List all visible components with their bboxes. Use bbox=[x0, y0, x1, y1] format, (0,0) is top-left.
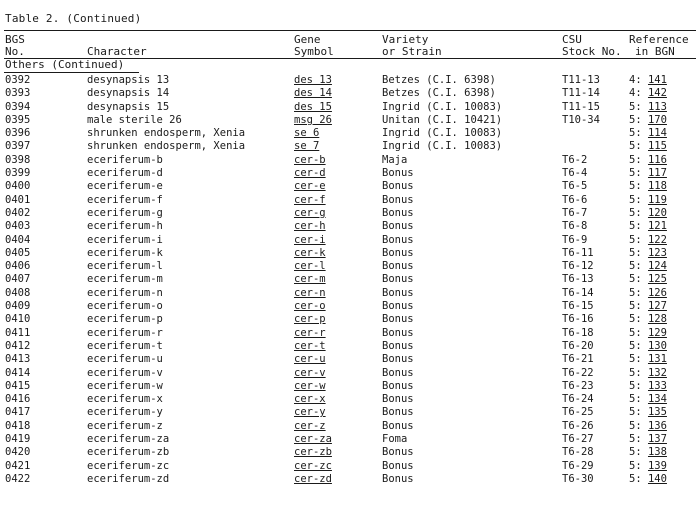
header-csu-line2: Stock No. bbox=[562, 45, 622, 58]
variety-strain: Unitan (C.I. 10421) bbox=[382, 113, 503, 126]
table-row bbox=[0, 207, 700, 220]
csu-stock-number: T6-5 bbox=[562, 180, 588, 193]
character: shrunken endosperm, Xenia bbox=[87, 140, 246, 153]
reference-bgn bbox=[629, 140, 667, 153]
character: eceriferum-o bbox=[87, 300, 163, 313]
table-row bbox=[0, 180, 700, 193]
gene-symbol: cer-n bbox=[294, 286, 326, 299]
reference-page: 116 bbox=[647, 153, 667, 166]
character: eceriferum-d bbox=[87, 167, 163, 180]
header-gene-symbol bbox=[294, 34, 334, 58]
reference-volume: 5: bbox=[629, 393, 642, 406]
character: eceriferum-u bbox=[87, 353, 163, 366]
gene-symbol: cer-z bbox=[294, 419, 326, 432]
csu-stock-number: T11-13 bbox=[562, 74, 600, 86]
reference-page: 128 bbox=[647, 313, 667, 326]
csu-stock-number: T11-15 bbox=[562, 100, 600, 113]
character: eceriferum-l bbox=[87, 260, 163, 273]
variety-strain: Bonus bbox=[382, 326, 414, 339]
variety-strain: Bonus bbox=[382, 220, 414, 233]
table-row bbox=[0, 167, 700, 180]
variety-strain: Bonus bbox=[382, 353, 414, 366]
reference-page: 170 bbox=[647, 113, 667, 126]
gene-symbol: cer-l bbox=[294, 260, 326, 273]
variety-strain: Bonus bbox=[382, 313, 414, 326]
bgs-number: 0422 bbox=[5, 472, 31, 485]
reference-volume: 5: bbox=[629, 180, 642, 193]
variety-strain: Bonus bbox=[382, 393, 414, 406]
gene-symbol: msg 26 bbox=[294, 113, 332, 126]
bgs-number: 0397 bbox=[5, 140, 31, 153]
gene-symbol: des 14 bbox=[294, 87, 332, 100]
gene-symbol: cer-m bbox=[294, 273, 326, 286]
bgs-number: 0417 bbox=[5, 406, 31, 419]
character: eceriferum-zc bbox=[87, 459, 170, 472]
reference-page: 120 bbox=[647, 206, 667, 219]
reference-bgn bbox=[629, 433, 667, 446]
table-row bbox=[0, 460, 700, 473]
character: eceriferum-zd bbox=[87, 472, 170, 485]
csu-stock-number: T6-13 bbox=[562, 273, 594, 286]
reference-page: 129 bbox=[647, 326, 667, 339]
table-row bbox=[0, 406, 700, 419]
variety-strain: Bonus bbox=[382, 379, 414, 392]
table-row bbox=[0, 101, 700, 114]
csu-stock-number: T6-28 bbox=[562, 446, 594, 459]
gene-symbol: cer-p bbox=[294, 313, 326, 326]
gene-symbol: cer-x bbox=[294, 393, 326, 406]
bgs-number: 0418 bbox=[5, 419, 31, 432]
reference-bgn bbox=[629, 446, 667, 459]
csu-stock-number: T6-25 bbox=[562, 406, 594, 419]
variety-strain: Bonus bbox=[382, 286, 414, 299]
reference-bgn bbox=[629, 194, 667, 207]
bgs-number: 0395 bbox=[5, 113, 31, 126]
reference-volume: 5: bbox=[629, 167, 642, 180]
header-character: Character bbox=[87, 45, 147, 58]
csu-stock-number: T6-15 bbox=[562, 300, 594, 313]
character: desynapsis 14 bbox=[87, 87, 170, 100]
header-bgs-no bbox=[5, 34, 25, 58]
bgs-number: 0405 bbox=[5, 246, 31, 259]
reference-bgn bbox=[629, 300, 667, 313]
bgs-number: 0406 bbox=[5, 260, 31, 273]
csu-stock-number: T6-30 bbox=[562, 472, 594, 485]
section-label: Others (Continued) bbox=[5, 58, 125, 71]
table-row bbox=[0, 380, 700, 393]
header-ref-line1: Reference bbox=[629, 33, 689, 46]
reference-volume: 5: bbox=[629, 100, 642, 113]
character: eceriferum-t bbox=[87, 339, 163, 352]
reference-volume: 5: bbox=[629, 366, 642, 379]
gene-symbol: se 6 bbox=[294, 127, 320, 140]
csu-stock-number: T6-4 bbox=[562, 167, 588, 180]
reference-volume: 4: bbox=[629, 87, 642, 100]
csu-stock-number: T6-23 bbox=[562, 379, 594, 392]
bgs-number: 0396 bbox=[5, 127, 31, 140]
reference-volume: 4: bbox=[629, 74, 642, 86]
gene-symbol: cer-d bbox=[294, 167, 326, 180]
bgs-number: 0421 bbox=[5, 459, 31, 472]
gene-symbol: cer-zd bbox=[294, 472, 332, 485]
reference-bgn bbox=[629, 473, 667, 486]
table-row bbox=[0, 247, 700, 260]
header-variety bbox=[382, 34, 442, 58]
variety-strain: Bonus bbox=[382, 193, 414, 206]
table-row bbox=[0, 353, 700, 366]
reference-volume: 5: bbox=[629, 260, 642, 273]
reference-page: 123 bbox=[647, 246, 667, 259]
bgs-number: 0416 bbox=[5, 393, 31, 406]
reference-page: 142 bbox=[647, 87, 667, 100]
header-bgs-line1: BGS bbox=[5, 33, 25, 46]
header-gene-line1: Gene bbox=[294, 33, 321, 46]
reference-volume: 5: bbox=[629, 140, 642, 153]
reference-bgn bbox=[629, 313, 667, 326]
bgs-number: 0394 bbox=[5, 100, 31, 113]
reference-page: 130 bbox=[647, 339, 667, 352]
bgs-number: 0402 bbox=[5, 206, 31, 219]
character: eceriferum-w bbox=[87, 379, 163, 392]
reference-volume: 5: bbox=[629, 113, 642, 126]
variety-strain: Bonus bbox=[382, 273, 414, 286]
character: eceriferum-k bbox=[87, 246, 163, 259]
reference-volume: 5: bbox=[629, 379, 642, 392]
reference-page: 114 bbox=[647, 127, 667, 140]
gene-symbol: cer-b bbox=[294, 153, 326, 166]
gene-symbol: cer-e bbox=[294, 180, 326, 193]
reference-volume: 5: bbox=[629, 433, 642, 446]
reference-page: 126 bbox=[647, 286, 667, 299]
csu-stock-number: T10-34 bbox=[562, 113, 600, 126]
reference-volume: 5: bbox=[629, 339, 642, 352]
reference-volume: 5: bbox=[629, 286, 642, 299]
reference-bgn bbox=[629, 127, 667, 140]
gene-symbol: cer-zb bbox=[294, 446, 332, 459]
table-row bbox=[0, 114, 700, 127]
reference-page: 121 bbox=[647, 220, 667, 233]
table-row bbox=[0, 327, 700, 340]
character: eceriferum-p bbox=[87, 313, 163, 326]
reference-volume: 5: bbox=[629, 446, 642, 459]
header-csu-stock bbox=[562, 34, 622, 58]
variety-strain: Betzes (C.I. 6398) bbox=[382, 74, 496, 86]
csu-stock-number: T11-14 bbox=[562, 87, 600, 100]
table-row bbox=[0, 340, 700, 353]
reference-bgn bbox=[629, 87, 667, 100]
character: eceriferum-n bbox=[87, 286, 163, 299]
header-gene-line2: Symbol bbox=[294, 45, 334, 58]
bgs-number: 0419 bbox=[5, 433, 31, 446]
gene-symbol: se 7 bbox=[294, 140, 320, 153]
table-row bbox=[0, 140, 700, 153]
gene-symbol: cer-za bbox=[294, 433, 332, 446]
character: eceriferum-m bbox=[87, 273, 163, 286]
reference-bgn bbox=[629, 180, 667, 193]
csu-stock-number: T6-21 bbox=[562, 353, 594, 366]
reference-volume: 5: bbox=[629, 220, 642, 233]
character: eceriferum-za bbox=[87, 433, 170, 446]
reference-volume: 5: bbox=[629, 472, 642, 485]
reference-page: 131 bbox=[647, 353, 667, 366]
reference-page: 134 bbox=[647, 393, 667, 406]
csu-stock-number: T6-11 bbox=[562, 246, 594, 259]
character: male sterile 26 bbox=[87, 113, 182, 126]
reference-bgn bbox=[629, 114, 667, 127]
csu-stock-number: T6-29 bbox=[562, 459, 594, 472]
reference-page: 118 bbox=[647, 180, 667, 193]
table-row bbox=[0, 154, 700, 167]
reference-volume: 5: bbox=[629, 193, 642, 206]
reference-bgn bbox=[629, 154, 667, 167]
gene-symbol: cer-w bbox=[294, 379, 326, 392]
gene-symbol: cer-i bbox=[294, 233, 326, 246]
reference-page: 135 bbox=[647, 406, 667, 419]
reference-bgn bbox=[629, 74, 667, 87]
bgs-number: 0420 bbox=[5, 446, 31, 459]
character: eceriferum-b bbox=[87, 153, 163, 166]
variety-strain: Bonus bbox=[382, 233, 414, 246]
table-row bbox=[0, 87, 700, 100]
gene-symbol: cer-u bbox=[294, 353, 326, 366]
csu-stock-number: T6-6 bbox=[562, 193, 588, 206]
header-csu-line1: CSU bbox=[562, 33, 582, 46]
reference-page: 117 bbox=[647, 167, 667, 180]
csu-stock-number: T6-18 bbox=[562, 326, 594, 339]
reference-page: 136 bbox=[647, 419, 667, 432]
variety-strain: Bonus bbox=[382, 419, 414, 432]
gene-symbol: cer-h bbox=[294, 220, 326, 233]
bgs-number: 0415 bbox=[5, 379, 31, 392]
reference-volume: 5: bbox=[629, 153, 642, 166]
bgs-number: 0414 bbox=[5, 366, 31, 379]
variety-strain: Bonus bbox=[382, 339, 414, 352]
reference-bgn bbox=[629, 207, 667, 220]
reference-page: 141 bbox=[647, 74, 667, 86]
csu-stock-number: T6-8 bbox=[562, 220, 588, 233]
csu-stock-number: T6-22 bbox=[562, 366, 594, 379]
reference-page: 119 bbox=[647, 193, 667, 206]
gene-symbol: cer-y bbox=[294, 406, 326, 419]
reference-bgn bbox=[629, 420, 667, 433]
character: eceriferum-y bbox=[87, 406, 163, 419]
character: eceriferum-e bbox=[87, 180, 163, 193]
table-row bbox=[0, 313, 700, 326]
csu-stock-number: T6-12 bbox=[562, 260, 594, 273]
section-underline bbox=[4, 72, 139, 73]
bgs-number: 0393 bbox=[5, 87, 31, 100]
character: eceriferum-i bbox=[87, 233, 163, 246]
bgs-number: 0409 bbox=[5, 300, 31, 313]
gene-symbol: cer-g bbox=[294, 206, 326, 219]
bgs-number: 0407 bbox=[5, 273, 31, 286]
reference-bgn bbox=[629, 101, 667, 114]
character: eceriferum-zb bbox=[87, 446, 170, 459]
reference-page: 133 bbox=[647, 379, 667, 392]
table-row bbox=[0, 420, 700, 433]
gene-symbol: des 13 bbox=[294, 74, 332, 86]
reference-volume: 5: bbox=[629, 419, 642, 432]
bgs-number: 0398 bbox=[5, 153, 31, 166]
reference-bgn bbox=[629, 247, 667, 260]
bgs-number: 0392 bbox=[5, 74, 31, 86]
character: eceriferum-h bbox=[87, 220, 163, 233]
gene-symbol: cer-r bbox=[294, 326, 326, 339]
variety-strain: Betzes (C.I. 6398) bbox=[382, 87, 496, 100]
reference-volume: 5: bbox=[629, 326, 642, 339]
variety-strain: Bonus bbox=[382, 206, 414, 219]
reference-bgn bbox=[629, 460, 667, 473]
table-row bbox=[0, 446, 700, 459]
header-ref-line2: in BGN bbox=[635, 45, 675, 58]
header-top-rule bbox=[4, 30, 696, 31]
reference-page: 132 bbox=[647, 366, 667, 379]
header-reference bbox=[629, 34, 689, 58]
reference-bgn bbox=[629, 220, 667, 233]
reference-bgn bbox=[629, 380, 667, 393]
table-row bbox=[0, 220, 700, 233]
variety-strain: Bonus bbox=[382, 446, 414, 459]
bgs-number: 0408 bbox=[5, 286, 31, 299]
csu-stock-number: T6-24 bbox=[562, 393, 594, 406]
reference-volume: 5: bbox=[629, 406, 642, 419]
table-row bbox=[0, 473, 700, 486]
reference-bgn bbox=[629, 287, 667, 300]
gene-symbol: cer-t bbox=[294, 339, 326, 352]
reference-bgn bbox=[629, 234, 667, 247]
gene-symbol: cer-k bbox=[294, 246, 326, 259]
character: eceriferum-x bbox=[87, 393, 163, 406]
character: eceriferum-z bbox=[87, 419, 163, 432]
reference-volume: 5: bbox=[629, 246, 642, 259]
variety-strain: Ingrid (C.I. 10083) bbox=[382, 100, 503, 113]
csu-stock-number: T6-27 bbox=[562, 433, 594, 446]
reference-bgn bbox=[629, 406, 667, 419]
csu-stock-number: T6-2 bbox=[562, 153, 588, 166]
csu-stock-number: T6-14 bbox=[562, 286, 594, 299]
gene-symbol: des 15 bbox=[294, 100, 332, 113]
table-row bbox=[0, 287, 700, 300]
bgs-number: 0413 bbox=[5, 353, 31, 366]
character: eceriferum-f bbox=[87, 193, 163, 206]
variety-strain: Bonus bbox=[382, 260, 414, 273]
reference-volume: 5: bbox=[629, 353, 642, 366]
reference-volume: 5: bbox=[629, 233, 642, 246]
csu-stock-number: T6-7 bbox=[562, 206, 588, 219]
variety-strain: Bonus bbox=[382, 406, 414, 419]
gene-symbol: cer-o bbox=[294, 300, 326, 313]
reference-page: 122 bbox=[647, 233, 667, 246]
variety-strain: Maja bbox=[382, 153, 408, 166]
reference-page: 113 bbox=[647, 100, 667, 113]
variety-strain: Bonus bbox=[382, 167, 414, 180]
bgs-number: 0399 bbox=[5, 167, 31, 180]
table-row bbox=[0, 300, 700, 313]
reference-bgn bbox=[629, 327, 667, 340]
variety-strain: Bonus bbox=[382, 246, 414, 259]
bgs-number: 0400 bbox=[5, 180, 31, 193]
table-row bbox=[0, 367, 700, 380]
reference-bgn bbox=[629, 340, 667, 353]
reference-page: 124 bbox=[647, 260, 667, 273]
reference-volume: 5: bbox=[629, 273, 642, 286]
header-bgs-line2: No. bbox=[5, 45, 25, 58]
reference-bgn bbox=[629, 260, 667, 273]
table-row bbox=[0, 273, 700, 286]
csu-stock-number: T6-20 bbox=[562, 339, 594, 352]
csu-stock-number: T6-26 bbox=[562, 419, 594, 432]
bgs-number: 0411 bbox=[5, 326, 31, 339]
character: shrunken endosperm, Xenia bbox=[87, 127, 246, 140]
variety-strain: Ingrid (C.I. 10083) bbox=[382, 127, 503, 140]
bgs-number: 0410 bbox=[5, 313, 31, 326]
table-row bbox=[0, 433, 700, 446]
gene-symbol: cer-v bbox=[294, 366, 326, 379]
reference-page: 139 bbox=[647, 459, 667, 472]
reference-page: 137 bbox=[647, 433, 667, 446]
table-title: Table 2. (Continued) bbox=[5, 12, 142, 25]
reference-volume: 5: bbox=[629, 459, 642, 472]
table-row bbox=[0, 393, 700, 406]
table-row bbox=[0, 74, 700, 87]
reference-page: 140 bbox=[647, 472, 667, 485]
reference-bgn bbox=[629, 367, 667, 380]
reference-bgn bbox=[629, 353, 667, 366]
bgs-number: 0412 bbox=[5, 339, 31, 352]
reference-page: 125 bbox=[647, 273, 667, 286]
bgs-number: 0401 bbox=[5, 193, 31, 206]
variety-strain: Bonus bbox=[382, 366, 414, 379]
table-row bbox=[0, 127, 700, 140]
character: eceriferum-v bbox=[87, 366, 163, 379]
reference-volume: 5: bbox=[629, 313, 642, 326]
character: eceriferum-g bbox=[87, 206, 163, 219]
reference-page: 138 bbox=[647, 446, 667, 459]
header-variety-line1: Variety bbox=[382, 33, 429, 46]
csu-stock-number: T6-16 bbox=[562, 313, 594, 326]
reference-bgn bbox=[629, 167, 667, 180]
reference-volume: 5: bbox=[629, 206, 642, 219]
variety-strain: Bonus bbox=[382, 300, 414, 313]
reference-bgn bbox=[629, 393, 667, 406]
variety-strain: Bonus bbox=[382, 459, 414, 472]
table-row bbox=[0, 234, 700, 247]
character: desynapsis 13 bbox=[87, 74, 170, 86]
variety-strain: Foma bbox=[382, 433, 408, 446]
table-row bbox=[0, 194, 700, 207]
csu-stock-number: T6-9 bbox=[562, 233, 588, 246]
gene-symbol: cer-zc bbox=[294, 459, 332, 472]
reference-page: 115 bbox=[647, 140, 667, 153]
reference-bgn bbox=[629, 273, 667, 286]
bgs-number: 0403 bbox=[5, 220, 31, 233]
reference-volume: 5: bbox=[629, 127, 642, 140]
variety-strain: Ingrid (C.I. 10083) bbox=[382, 140, 503, 153]
table-body bbox=[0, 74, 700, 486]
table-row bbox=[0, 260, 700, 273]
variety-strain: Bonus bbox=[382, 472, 414, 485]
character: desynapsis 15 bbox=[87, 100, 170, 113]
reference-page: 127 bbox=[647, 300, 667, 313]
gene-symbol: cer-f bbox=[294, 193, 326, 206]
character: eceriferum-r bbox=[87, 326, 163, 339]
reference-volume: 5: bbox=[629, 300, 642, 313]
bgs-number: 0404 bbox=[5, 233, 31, 246]
variety-strain: Bonus bbox=[382, 180, 414, 193]
header-variety-line2: or Strain bbox=[382, 45, 442, 58]
